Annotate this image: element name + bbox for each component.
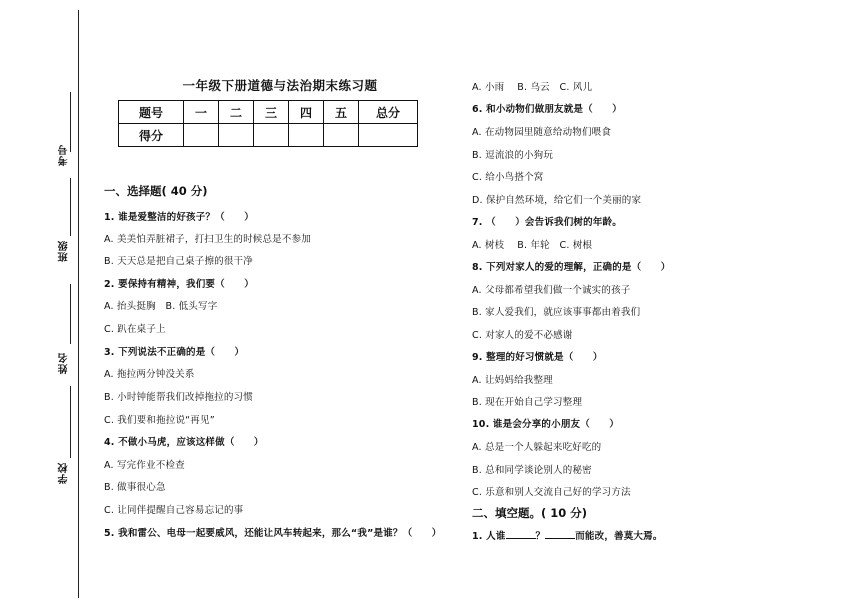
margin-rule-school [70,386,71,458]
margin-label-name: 姓名 [59,352,70,374]
score-table-header-row [119,101,418,124]
margin-label-class: 班级 [59,240,70,262]
option-line: B. 做事很心急 [104,482,166,493]
score-cell[interactable] [359,124,418,147]
option-line: A. 小雨 B. 乌云 C. 风儿 [472,82,593,93]
option-line: A. 让妈妈给我整理 [472,375,553,386]
option-line: C. 趴在桌子上 [104,324,166,335]
option-line: A. 美美怕弄脏裙子，打扫卫生的时候总是不参加 [104,234,311,245]
score-header-cell: 二 [219,101,254,124]
margin-label-school: 学校 [59,462,70,484]
option-line: A. 总是一个人躲起来吃好吃的 [472,442,602,453]
question-line: 4. 不做小马虎，应该这样做（ ） [104,437,264,448]
score-header-cell: 五 [324,101,359,124]
option-line: A. 在动物园里随意给动物们喂食 [472,127,612,138]
option-line: C. 给小鸟搭个窝 [472,172,544,183]
option-line: B. 逗流浪的小狗玩 [472,150,554,161]
section-title-choice: 一、选择题( 40 分) [104,184,208,198]
question-line: 1. 谁是爱整洁的好孩子？（ ） [104,212,254,223]
score-header-cell: 一 [184,101,219,124]
option-line: A. 父母都希望我们做一个诚实的孩子 [472,285,631,296]
option-line: A. 写完作业不检查 [104,460,185,471]
score-header-cell: 题号 [119,101,184,124]
option-line: B. 家人爱我们，就应该事事都由着我们 [472,307,641,318]
score-header-cell: 三 [254,101,289,124]
section-title-fill: 二、填空题。( 10 分) [472,506,588,520]
question-line: 6. 和小动物们做朋友就是（ ） [472,104,622,115]
score-cell[interactable] [254,124,289,147]
option-line: A. 拖拉两分钟没关系 [104,369,195,380]
fill-prefix: 1. 人谁 [472,531,506,542]
margin-rule-exam-number [70,92,71,152]
option-line: C. 我们要和拖拉说“再见” [104,415,215,426]
score-row-label: 得分 [119,124,184,147]
option-line: B. 天天总是把自己桌子擦的很干净 [104,256,253,267]
fill-blank[interactable] [506,529,536,539]
fill-mid: ？ [535,531,546,542]
binding-line [78,10,79,598]
option-line: C. 让同伴提醒自己容易忘记的事 [104,505,244,516]
option-line: C. 对家人的爱不必感谢 [472,330,573,341]
fill-blank[interactable] [545,529,575,539]
score-header-cell: 总分 [359,101,418,124]
option-line: B. 现在开始自己学习整理 [472,397,583,408]
margin-rule-class [70,178,71,236]
margin-rule-name [70,284,71,344]
question-line: 7. （ ）会告诉我们树的年龄。 [472,217,622,228]
question-line: 2. 要保持有精神，我们要（ ） [104,279,254,290]
question-line: 3. 下列说法不正确的是（ ） [104,347,245,358]
score-table-score-row [119,124,418,147]
score-cell[interactable] [184,124,219,147]
exam-title: 一年级下册道德与法治期末练习题 [182,78,378,93]
option-line: C. 乐意和别人交流自己好的学习方法 [472,487,631,498]
score-table [118,100,418,147]
question-line: 9. 整理的好习惯就是（ ） [472,352,603,363]
question-line: 10. 谁是会分享的小朋友（ ） [472,419,620,430]
score-cell[interactable] [289,124,324,147]
option-line: B. 总和同学谈论别人的秘密 [472,465,592,476]
score-cell[interactable] [324,124,359,147]
score-cell[interactable] [219,124,254,147]
question-line: 8. 下列对家人的爱的理解，正确的是（ ） [472,262,671,273]
margin-label-exam-number: 考号 [59,144,70,166]
question-line: 5. 我和雷公、电母一起要威风，还能让风车转起来，那么“我”是谁？（ ） [104,528,442,539]
fill-question [472,528,663,542]
score-header-cell: 四 [289,101,324,124]
option-line: A. 树枝 B. 年轮 C. 树根 [472,240,593,251]
option-line: D. 保护自然环境，给它们一个美丽的家 [472,195,642,206]
option-line: A. 抬头挺胸 B. 低头写字 [104,301,218,312]
option-line: B. 小时钟能帮我们改掉拖拉的习惯 [104,392,253,403]
fill-suffix: 而能改，善莫大焉。 [575,531,663,542]
